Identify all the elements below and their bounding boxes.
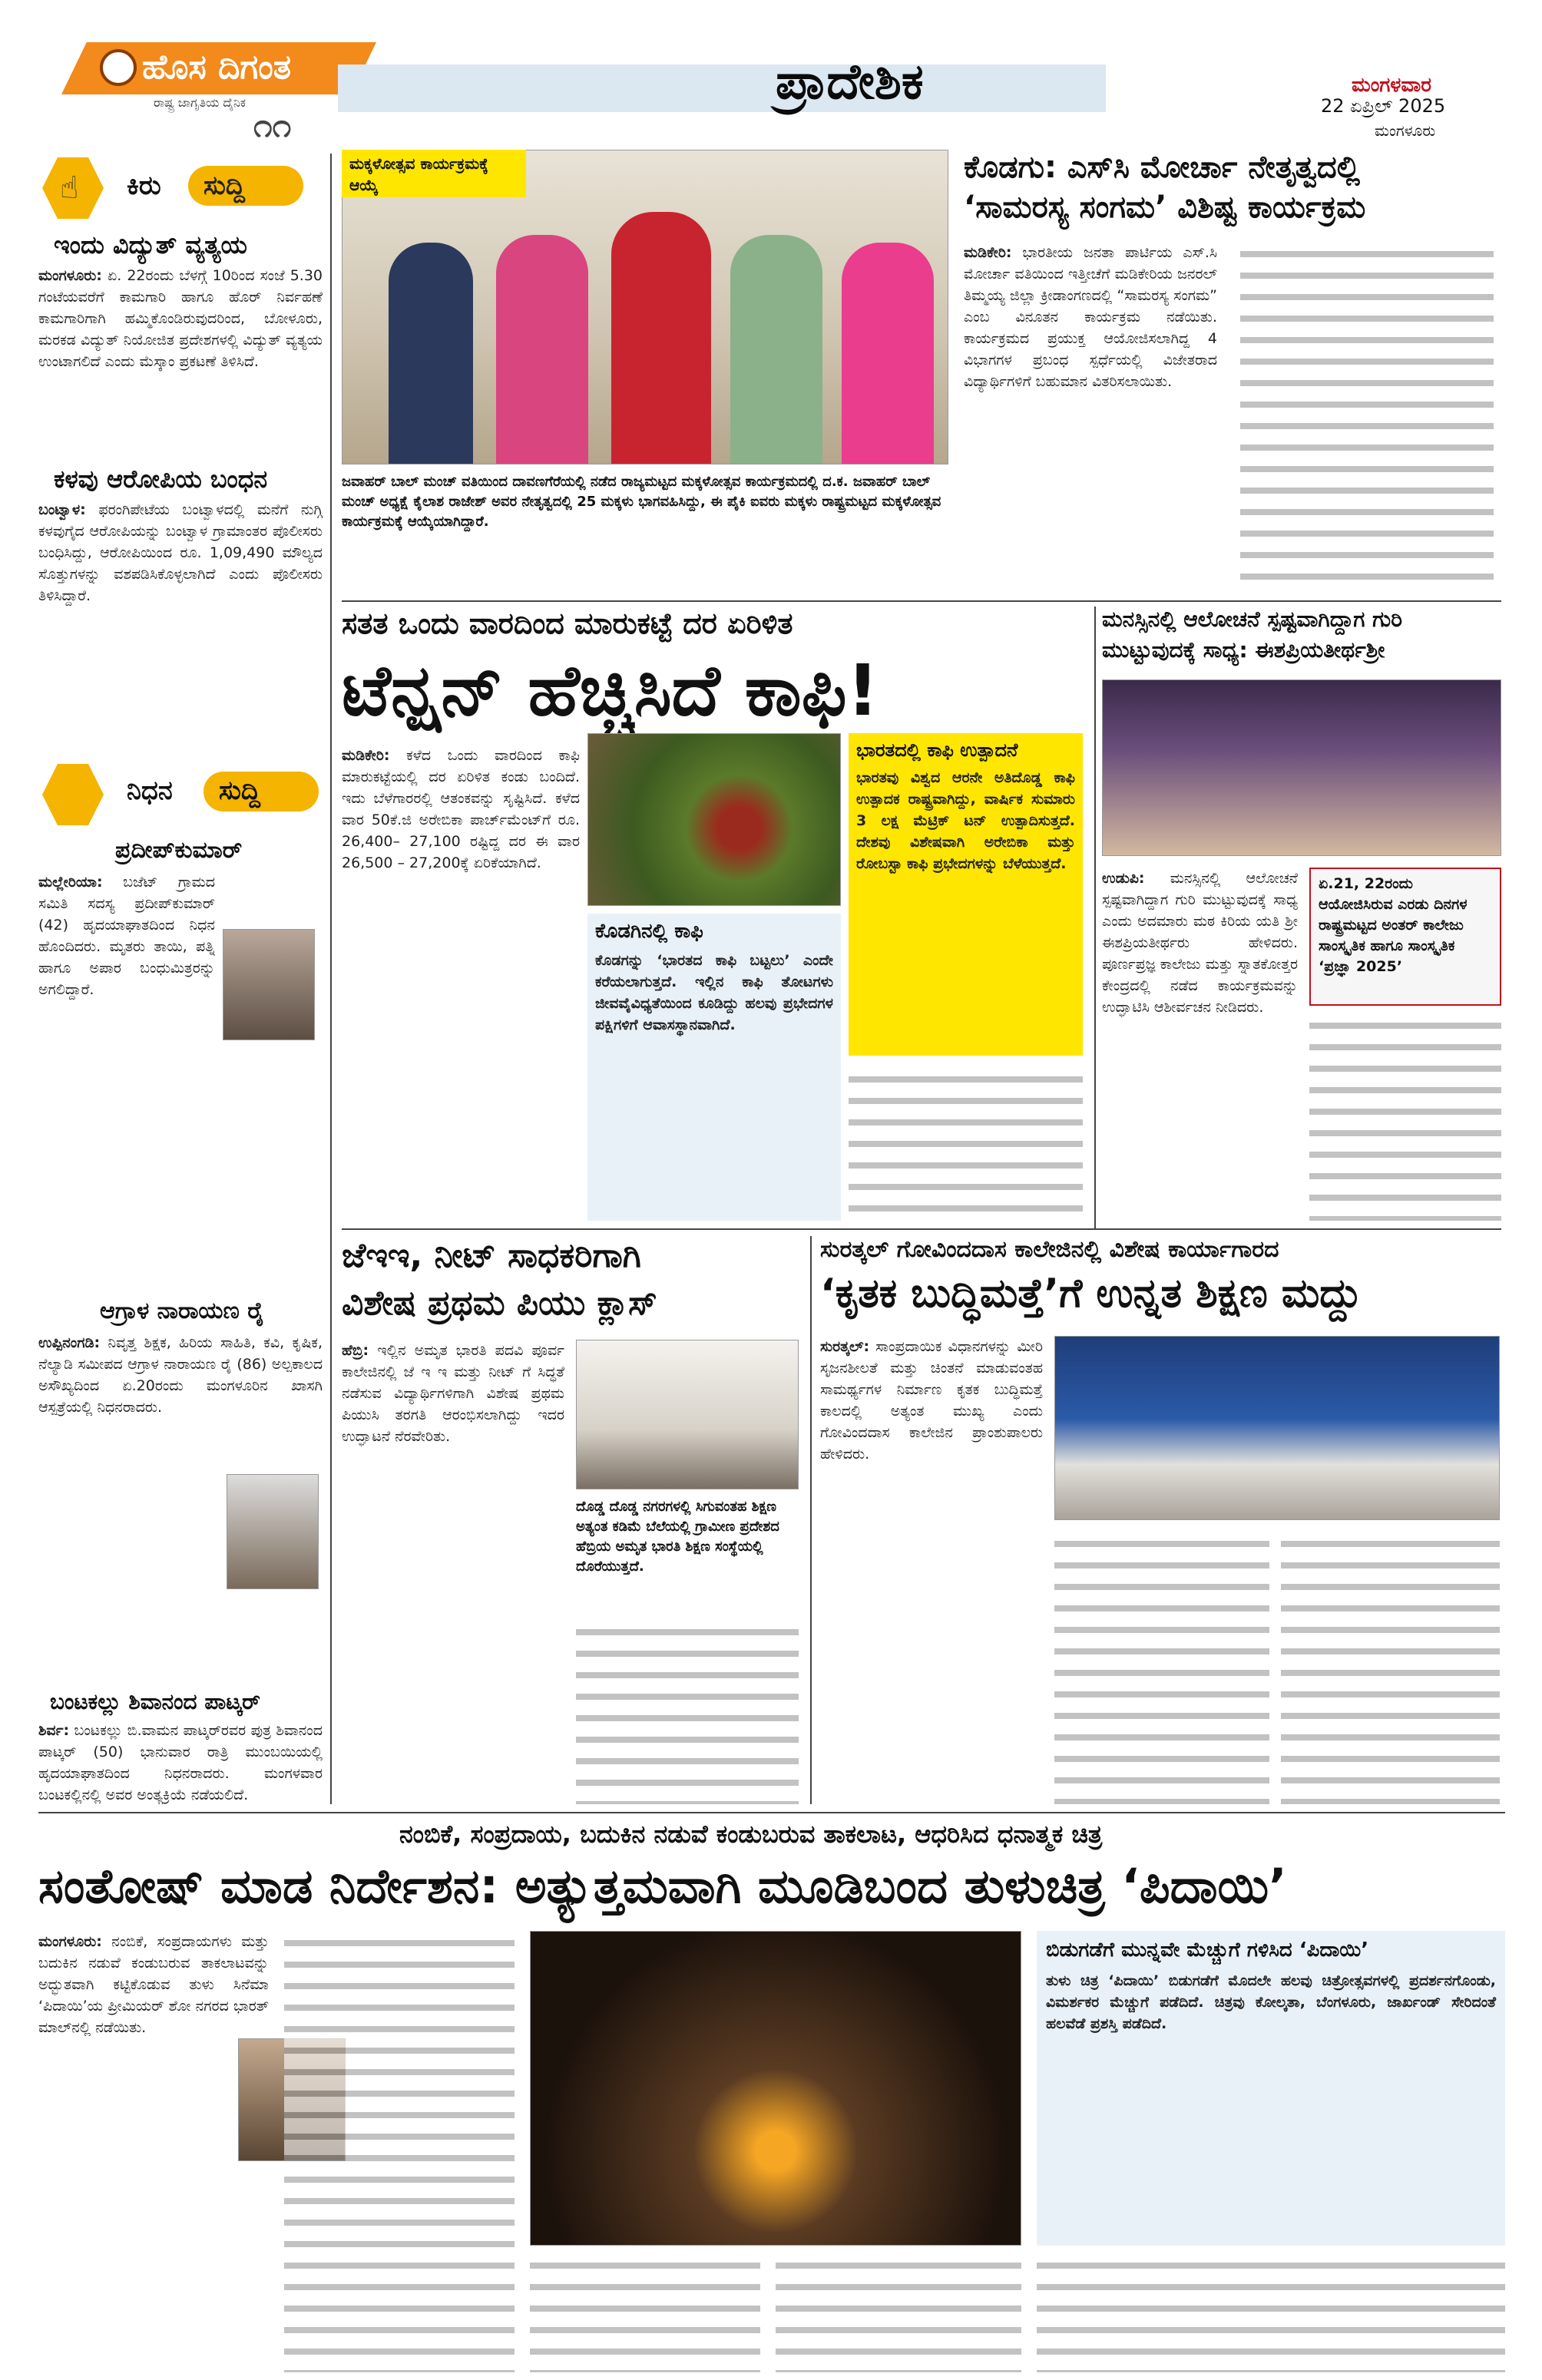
article-text: ನಂಬಿಕೆ, ಸಂಪ್ರದಾಯಗಳು ಮತ್ತು ಬದುಕಿನ ನಡುವೆ ಕಂಡುಬರುವ ತಾಕಲಾಟವನ್ನು ಅದ್ಭುತವಾಗಿ ಕಟ್ಟಿಕೊಡುವ ತುಳು ಸಿನೆಮಾ ‘ಪಿದಾಯಿ’ಯ ಪ್ರೀಮಿಯರ್ ಶೋ ನಗರದ ಭಾರತ್ ಮಾಲ್‌ನಲ್ಲಿ ನಡೆಯಿತು. <box>38 1933 269 2036</box>
film-body <box>38 1931 269 2372</box>
coffee-yellow-box <box>849 733 1083 1056</box>
news-text: ಫರಂಗಿಪೇಟೆಯ ಬಂಟ್ವಾಳದಲ್ಲಿ ಮನೆಗೆ ನುಗ್ಗಿ ಕಳವುಗೈದ ಆರೋಪಿಯನ್ನು ಬಂಟ್ವಾಳ ಗ್ರಾಮಾಂತರ ಪೊಲೀಸರು ಬಂಧಿಸಿದ್ದು, ಆರೋಪಿಯಿಂದ ರೂ. 1,09,490 ಮೌಲ್ಯದ ಸೊತ್ತುಗಳನ್ನು ವಶಪಡಿಸಿಕೊಳ್ಳಲಾಗಿದೆ ಎಂದು ಪೊಲೀಸರು ತಿಳಿಸಿದ್ದಾರೆ. <box>38 501 323 604</box>
dateline: ಶಿರ್ವ: <box>38 1722 70 1739</box>
coffee-body-col3 <box>849 1067 1083 1221</box>
nidhana-label-a: ನಿಧನ <box>127 775 173 806</box>
student-figure <box>496 235 588 464</box>
column-divider <box>1094 607 1096 1228</box>
headline-line-2: ‘ಕೃತಕ ಬುದ್ಧಿಮತ್ತೆ’ಗೆ ಉನ್ನತ ಶಿಕ್ಷಣ ಮದ್ದು <box>820 1271 1362 1317</box>
headline-line-2: ‘ಸಾಮರಸ್ಯ ಸಂಗಮ’ ವಿಶಿಷ್ಟ ಕಾರ್ಯಕ್ರಮ <box>964 190 1366 225</box>
logo-tagline: ರಾಷ್ಟ್ರ ಜಾಗೃತಿಯ ದೈನಿಕ <box>154 95 247 110</box>
headline-line-2: ವಿಶೇಷ ಪ್ರಥಮ ಪಿಯು ಕ್ಲಾಸ್ <box>342 1284 657 1323</box>
news-body-theft <box>38 499 323 745</box>
mind-body-col2 <box>1309 1013 1501 1221</box>
inset-text: ಕೊಡಗನ್ನು ‘ಭಾರತದ ಕಾಫಿ ಬಟ್ಟಲು’ ಎಂದೇ ಕರೆಯಲಾಗುತ್ತದೆ. ಇಲ್ಲಿನ ಕಾಫಿ ತೋಟಗಳು ಜೀವವೈವಿಧ್ಯತೆಯಿಂದ ಕೂಡಿದ್ದು ಹಲವು ಪ್ರಭೇದಗಳ ಪಕ್ಷಿಗಳಿಗೆ ಆವಾಸಸ್ಥಾನವಾಗಿದೆ. <box>595 952 833 1033</box>
obit-body-3 <box>38 1720 323 1804</box>
obit-body-2 <box>38 1332 323 1486</box>
news-title-power: ಇಂದು ವಿದ್ಯುತ್ ವ್ಯತ್ಯಯ <box>54 230 247 259</box>
ai-body-col2 <box>1054 1532 1269 1804</box>
coffee-kicker: ಸತತ ಒಂದು ವಾರದಿಂದ ಮಾರುಕಟ್ಟೆ ದರ ಏರಿಳಿತ <box>342 607 793 640</box>
film-box-text: ತುಳು ಚಿತ್ರ ‘ಪಿದಾಯಿ’ ಬಿಡುಗಡೆಗೆ ಮೊದಲೇ ಹಲವು ಚಿತ್ರೋತ್ಸವಗಳಲ್ಲಿ ಪ್ರದರ್ಶನಗೊಂಡು, ವಿಮರ್ಶಕರ ಮೆಚ್ಚುಗೆ ಪಡೆದಿದೆ. ಚಿತ್ರವು ಕೋಲ್ಕತಾ, ಬೆಂಗಳೂರು, ಜಾರ್ಖಂಡ್ ಸೇರಿದಂತೆ ಹಲವೆಡೆ ಪ್ರಶಸ್ತಿ ಪಡೆದಿದೆ. <box>1046 1972 1496 2032</box>
info-box-text: ಏ.21, 22ರಂದು ಆಯೋಜಿಸಿರುವ ಎರಡು ದಿನಗಳ ರಾಷ್ಟ್ರಮಟ್ಟದ ಅಂತರ್ ಕಾಲೇಜು ಸಾಂಸ್ಕೃತಿಕ ಹಾಗೂ ಸಾಂಸ್ಕೃತಿಕ ‘ಪ್ರಜ್ಞಾ 2025’ <box>1319 875 1468 975</box>
student-figure <box>730 235 822 464</box>
inset-title: ಕೊಡಗಿನಲ್ಲಿ ಕಾಫಿ <box>595 920 703 943</box>
kirusuddi-label-a: ಕಿರು <box>127 170 161 201</box>
story-ai <box>820 1236 1504 1804</box>
row-divider <box>342 600 1501 602</box>
film-kicker: ನಂಬಿಕೆ, ಸಂಪ್ರದಾಯ, ಬದುಕಿನ ನಡುವೆ ಕಂಡುಬರುವ ತಾಕಲಾಟ, ಆಧರಿಸಿದ ಧನಾತ್ಮಕ ಚಿತ್ರ <box>399 1820 1103 1849</box>
story-coffee <box>342 607 1087 1221</box>
nidhana-badge <box>42 764 104 825</box>
obit-name-3: ಬಂಟಕಲ್ಲು ಶಿವಾನಂದ ಪಾಟ್ಕರ್ <box>50 1689 261 1714</box>
obit-name-1: ಪ್ರದೀಪ್‌ಕುಮಾರ್ <box>115 837 243 864</box>
page-number: ೧೧ <box>253 106 292 145</box>
dateline: ಮಡಿಕೇರಿ: <box>342 747 390 764</box>
dateline: ಮಂಗಳೂರು: <box>38 267 102 284</box>
nidhana-label-b-text: ಸುದ್ದಿ <box>219 775 260 806</box>
obit-photo-2 <box>227 1474 319 1589</box>
mind-info-box <box>1309 868 1501 1006</box>
article-text: ಇಲ್ಲಿನ ಅಮೃತ ಭಾರತಿ ಪದವಿ ಪೂರ್ವ ಕಾಲೇಜಿನಲ್ಲಿ ಜೆ ಇ ಇ ಮತ್ತು ನೀಟ್ ಗೆ ಸಿದ್ಧತೆ ನಡೆಸುವ ವಿದ್ಯಾರ್ಥಿಗಳಿಗಾಗಿ ವಿಶೇಷ ಪ್ರಥಮ ಪಿಯುಸಿ ತರಗತಿ ಆರಂಭಿಸಲಾಗಿದ್ದು ಇದರ ಉದ್ಘಾಟನೆ ನೆರವೇರಿತು. <box>342 1342 564 1445</box>
kodagu-body-col2 <box>1240 242 1494 595</box>
headline-line-1: ಜೆಇಇ, ನೀಟ್ ಸಾಧಕರಿಗಾಗಿ <box>342 1236 641 1275</box>
story-students <box>342 150 948 595</box>
film-body-col5 <box>1037 2253 1505 2372</box>
story-film <box>38 1820 1505 2372</box>
film-box-title: ಬಿಡುಗಡೆಗೆ ಮುನ್ನವೇ ಮೆಚ್ಚುಗೆ ಗಳಿಸಿದ ‘ಪಿದಾಯಿ’ <box>1046 1939 1369 1962</box>
news-text: ಏ. 22ರಂದು ಬೆಳಗ್ಗೆ 10ರಿಂದ ಸಂಜೆ 5.30 ಗಂಟೆಯವರೆಗೆ ಕಾಮಗಾರಿ ಹಾಗೂ ಹೊರ್ ನಿರ್ವಹಣೆ ಕಾಮಗಾರಿಗಾಗಿ ಹಮ್ಮಿಕೊಂಡಿರುವುದರಿಂದ, ಬೋಳೂರು, ಮರಕಡ ವಿದ್ಯುತ್ ನಿಯೋಜಿತ ಪ್ರದೇಶಗಳಲ್ಲಿ ವಿದ್ಯುತ್ ವ್ಯತ್ಯಯ ಉಂಟಾಗಲಿದೆ ಎಂದು ಮೆಸ್ಕಾಂ ಪ್ರಕಟಣೆ ತಿಳಿಸಿದೆ. <box>38 267 323 370</box>
coffee-headline: ಟೆನ್ಷನ್ ಹೆಚ್ಚಿಸಿದೆ ಕಾಫಿ! <box>342 650 879 732</box>
headline-line-1: ಸುರತ್ಕಲ್ ಗೋವಿಂದದಾಸ ಕಾಲೇಜಿನಲ್ಲಿ ವಿಶೇಷ ಕಾರ್ಯಾಗಾರದ <box>820 1236 1279 1263</box>
column-divider <box>330 154 332 1804</box>
headline-line-1: ಕೊಡಗು: ಎಸ್‌ಸಿ ಮೋರ್ಚಾ ನೇತೃತ್ವದಲ್ಲಿ <box>964 150 1361 185</box>
film-headline: ಸಂತೋಷ್ ಮಾಡ ನಿರ್ದೇಶನ: ಅತ್ಯುತ್ತಮವಾಗಿ ಮೂಡಿಬಂದ ತುಳುಚಿತ್ರ ‘ಪಿದಾಯಿ’ <box>38 1858 1287 1914</box>
kodagu-body <box>964 242 1217 595</box>
film-body-col2 <box>284 1931 515 2372</box>
section-strip <box>338 64 1106 112</box>
date: 22 ಏಪ್ರಿಲ್ 2025 <box>1321 95 1446 117</box>
yellow-box-text: ಭಾರತವು ವಿಶ್ವದ ಆರನೇ ಅತಿದೊಡ್ಡ ಕಾಫಿ ಉತ್ಪಾದಕ ರಾಷ್ಟ್ರವಾಗಿದ್ದು, ವಾರ್ಷಿಕ ಸುಮಾರು 3 ಲಕ್ಷ ಮೆಟ್ರಿಕ್ ಟನ್ ಉತ್ಪಾದಿಸುತ್ತದೆ. ದೇಶವು ವಿಶೇಷವಾಗಿ ಅರೇಬಿಕಾ ಮತ್ತು ರೋಬಸ್ಟಾ ಕಾಫಿ ಪ್ರಭೇದಗಳನ್ನು ಬೆಳೆಯುತ್ತದೆ. <box>856 769 1075 872</box>
coffee-body <box>342 745 580 1221</box>
mind-body <box>1102 868 1298 1221</box>
jee-photo <box>576 1340 799 1489</box>
dateline: ಬಂಟ್ವಾಳ: <box>38 501 86 518</box>
dateline: ಸುರತ್ಕಲ್: <box>820 1338 870 1355</box>
obit-photo-1 <box>223 929 315 1040</box>
obit-body-1 <box>38 871 215 1125</box>
story-kodagu <box>964 150 1501 595</box>
news-title-theft: ಕಳವು ಆರೋಪಿಯ ಬಂಧನ <box>54 464 268 494</box>
news-body-power <box>38 265 323 457</box>
kirusuddi-label-b-text: ಸುದ್ದಿ <box>204 170 245 201</box>
weekday: ಮಂಗಳವಾರ <box>1352 74 1432 97</box>
dateline: ಮಲ್ಲೇರಿಯಾ: <box>38 874 103 891</box>
jee-body-col2 <box>576 1620 799 1804</box>
coffee-beans-photo <box>587 733 841 906</box>
obit-name-2: ಆಗ್ರಾಳ ನಾರಾಯಣ ರೈ <box>100 1297 265 1324</box>
story-jee <box>342 1236 802 1804</box>
article-text: ಭಾರತೀಯ ಜನತಾ ಪಾರ್ಟಿಯ ಎಸ್.ಸಿ ಮೋರ್ಚಾ ವತಿಯಿಂದ ಇತ್ತೀಚೆಗೆ ಮಡಿಕೇರಿಯ ಜನರಲ್ ತಿಮ್ಮಯ್ಯ ಜಿಲ್ಲಾ ಕ್ರೀಡಾಂಗಣದಲ್ಲಿ “ಸಾಮರಸ್ಯ ಸಂಗಮ” ಎಂಬ ವಿನೂತನ ಕಾರ್ಯಕ್ರಮ ನಡೆಯಿತು. ಕಾರ್ಯಕ್ರಮದ ಪ್ರಯುಕ್ತ ಆಯೋಜಿಸಲಾಗಿದ್ದ 4 ವಿಭಾಗಗಳ ಪ್ರಬಂಧ ಸ್ಪರ್ಧೆಯಲ್ಲಿ ವಿಜೇತರಾದ ವಿದ್ಯಾರ್ಥಿಗಳಿಗೆ ಬಹುಮಾನ ವಿತರಿಸಲಾಯಿತು. <box>964 244 1217 390</box>
jee-photo-caption: ದೊಡ್ಡ ದೊಡ್ಡ ನಗರಗಳಲ್ಲಿ ಸಿಗುವಂತಹ ಶಿಕ್ಷಣ ಅತ್ಯಂತ ಕಡಿಮೆ ಬೆಲೆಯಲ್ಲಿ ಗ್ರಾಮೀಣ ಪ್ರದೇಶದ ಹೆಬ್ರಿಯ ಅಮೃತ ಭಾರತಿ ಶಿಕ್ಷಣ ಸಂಸ್ಥೆಯಲ್ಲಿ ದೊರೆಯುತ್ತದೆ. <box>576 1499 779 1575</box>
film-still-photo <box>530 1931 1021 2246</box>
students-caption: ಜವಾಹರ್ ಬಾಲ್ ಮಂಚ್ ವತಿಯಿಂದ ದಾವಣಗೆರೆಯಲ್ಲಿ ನಡೆದ ರಾಜ್ಯಮಟ್ಟದ ಮಕ್ಕಳೋತ್ಸವ ಕಾರ್ಯಕ್ರಮದಲ್ಲಿ ದ.ಕ. ಜವಾಹರ್ ಬಾಲ್ ಮಂಚ್ ಅಧ್ಯಕ್ಷೆ ಕೈಲಾಶ ರಾಜೇಶ್ ಅವರ ನೇತೃತ್ವದಲ್ಲಿ 25 ಮಕ್ಕಳು ಭಾಗವಹಿಸಿದ್ದು, ಈ ಪೈಕಿ ಐವರು ಮಕ್ಕಳು ರಾಷ್ಟ್ರಮಟ್ಟದ ಮಕ್ಕಳೋತ್ಸವ ಕಾರ್ಯಕ್ರಮಕ್ಕೆ ಆಯ್ಕೆಯಾಗಿದ್ದಾರೆ. <box>342 474 941 530</box>
headline-line-1: ಮನಸ್ಸಿನಲ್ಲಿ ಆಲೋಚನೆ ಸ್ಪಷ್ಟವಾಗಿದ್ದಾಗ ಗುರಿ <box>1102 607 1402 632</box>
article-text: ಸಾಂಪ್ರದಾಯಿಕ ವಿಧಾನಗಳನ್ನು ಮೀರಿ ಸೃಜನಶೀಲತೆ ಮತ್ತು ಚಿಂತನೆ ಮಾಡುವಂತಹ ಸಾಮರ್ಥ್ಯಗಳ ನಿರ್ಮಾಣ ಕೃತಕ ಬುದ್ಧಿಮತ್ತೆ ಕಾಲದಲ್ಲಿ ಅತ್ಯಂತ ಮುಖ್ಯ ಎಂದು ಗೋವಿಂದದಾಸ ಕಾಲೇಜಿನ ಪ್ರಾಂಶುಪಾಲರು ಹೇಳಿದರು. <box>820 1338 1043 1463</box>
ai-photo <box>1054 1336 1500 1520</box>
headline-line-2: ಮುಟ್ಟುವುದಕ್ಕೆ ಸಾಧ್ಯ: ಈಶಪ್ರಿಯತೀರ್ಥಶ್ರೀ <box>1102 637 1385 663</box>
student-figure <box>389 243 473 464</box>
column-divider <box>810 1236 812 1804</box>
photo-tag-text: ಮಕ್ಕಳೋತ್ಸವ ಕಾರ್ಯಕ್ರಮಕ್ಕೆ ಆಯ್ಕೆ <box>349 154 488 194</box>
film-body-col3 <box>530 2253 760 2372</box>
story-mind <box>1102 607 1505 1221</box>
row-divider <box>38 1812 1505 1813</box>
logo-text: ಹೊಸ ದಿಗಂತ <box>142 48 292 87</box>
dateline: ಉಪ್ಪಿನಂಗಡಿ: <box>38 1334 101 1351</box>
logo-emblem-icon <box>100 49 137 86</box>
yellow-box-title: ಭಾರತದಲ್ಲಿ ಕಾಫಿ ಉತ್ಪಾದನೆ <box>856 739 1018 761</box>
section-title: ಪ್ರಾದೇಶಿಕ <box>776 54 924 111</box>
film-info-box <box>1037 1931 1505 2246</box>
dateline: ಉಡುಪಿ: <box>1102 870 1145 887</box>
dateline: ಮಡಿಕೇರಿ: <box>964 244 1012 261</box>
article-text: ಮನಸ್ಸಿನಲ್ಲಿ ಆಲೋಚನೆ ಸ್ಪಷ್ಟವಾಗಿದ್ದಾಗ ಗುರಿ ಮುಟ್ಟುವುದಕ್ಕೆ ಸಾಧ್ಯ ಎಂದು ಅದಮಾರು ಮಠ ಕಿರಿಯ ಯತಿ ಶ್ರೀ ಈಶಪ್ರಿಯತೀರ್ಥರು ಹೇಳಿದರು. ಪೂರ್ಣಪ್ರಜ್ಞ ಕಾಲೇಜು ಮತ್ತು ಸ್ನಾತಕೋತ್ತರ ಕೇಂದ್ರದಲ್ಲಿ ನಡೆದ ಕಾರ್ಯಕ್ರಮವನ್ನು ಉದ್ಘಾಟಿಸಿ ಆಶೀರ್ವಚನ ನೀಡಿದರು. <box>1102 870 1298 1016</box>
film-body-col4 <box>776 2253 1021 2372</box>
dateline: ಹೆಬ್ರಿ: <box>342 1342 369 1359</box>
student-figure <box>611 212 711 464</box>
obit-text: ಬಂಟಕಲ್ಲು ಬಿ.ವಾಮನ ಪಾಟ್ಕರ್‌ರವರ ಪುತ್ರ ಶಿವಾನಂದ ಪಾಟ್ಕರ್ (50) ಭಾನುವಾರ ರಾತ್ರಿ ಮುಂಬಯಿಯಲ್ಲಿ ಹೃದಯಾಘಾತದಿಂದ ನಿಧನರಾದರು. ಮಂಗಳವಾರ ಬಂಟಕಲ್ಲಿನಲ್ಲಿ ಅವರ ಅಂತ್ಯಕ್ರಿಯೆ ನಡೆಯಲಿದೆ. <box>38 1722 323 1803</box>
article-text: ಕಳೆದ ಒಂದು ವಾರದಿಂದ ಕಾಫಿ ಮಾರುಕಟ್ಟೆಯಲ್ಲಿ ದರ ಏರಿಳಿತ ಕಂಡು ಬಂದಿದೆ. ಇದು ಬೆಳೆಗಾರರಲ್ಲಿ ಆತಂಕವನ್ನು ಸೃಷ್ಟಿಸಿದೆ. ಕಳೆದ ವಾರ 50ಕೆ.ಜಿ ಅರೇಬಿಕಾ ಪಾರ್ಚ್‌ಮೆಂಟ್‌ಗೆ ರೂ. 26,400– 27,100 ರಷ್ಟಿದ್ದ ದರ ಈ ವಾರ 26,500 – 27,200ಕ್ಕೆ ಏರಿಕೆಯಾಗಿದೆ. <box>342 747 580 871</box>
city: ಮಂಗಳೂರು <box>1375 121 1436 140</box>
pointing-hand-icon: ☝ <box>60 170 79 206</box>
photo-tag <box>342 150 526 197</box>
jee-body <box>342 1340 564 1804</box>
ai-body <box>820 1336 1043 1804</box>
coffee-inset <box>587 914 841 1221</box>
masthead <box>0 0 1542 145</box>
ai-body-col3 <box>1281 1532 1500 1804</box>
event-photo <box>1102 679 1501 856</box>
obit-text: ನಿವೃತ್ತ ಶಿಕ್ಷಕ, ಹಿರಿಯ ಸಾಹಿತಿ, ಕವಿ, ಕೃಷಿಕ, ನೆಲ್ಯಾಡಿ ಸಮೀಪದ ಆಗ್ರಾಳ ನಾರಾಯಣ ರೈ (86) ಅಲ್ಪಕಾಲದ ಅಸೌಖ್ಯದಿಂದ ಏ.20ರಂದು ಮಂಗಳೂರಿನ ಖಾಸಗಿ ಆಸ್ಪತ್ರೆಯಲ್ಲಿ ನಿಧನರಾದರು. <box>38 1334 323 1416</box>
student-figure <box>842 243 934 464</box>
obit-text: ಬಜೆಟ್ ಗ್ರಾಮದ ಸಮಿತಿ ಸದಸ್ಯ ಪ್ರದೀಪ್‌ಕುಮಾರ್ (42) ಹೃದಯಾಘಾತದಿಂದ ನಿಧನ ಹೊಂದಿದರು. ಮೃತರು ತಾಯಿ, ಪತ್ನಿ ಹಾಗೂ ಅಪಾರ ಬಂಧುಮಿತ್ರರನ್ನು ಅಗಲಿದ್ದಾರೆ. <box>38 874 215 998</box>
row-divider <box>342 1228 1501 1230</box>
left-column <box>38 154 323 1804</box>
dateline: ಮಂಗಳೂರು: <box>38 1933 102 1950</box>
